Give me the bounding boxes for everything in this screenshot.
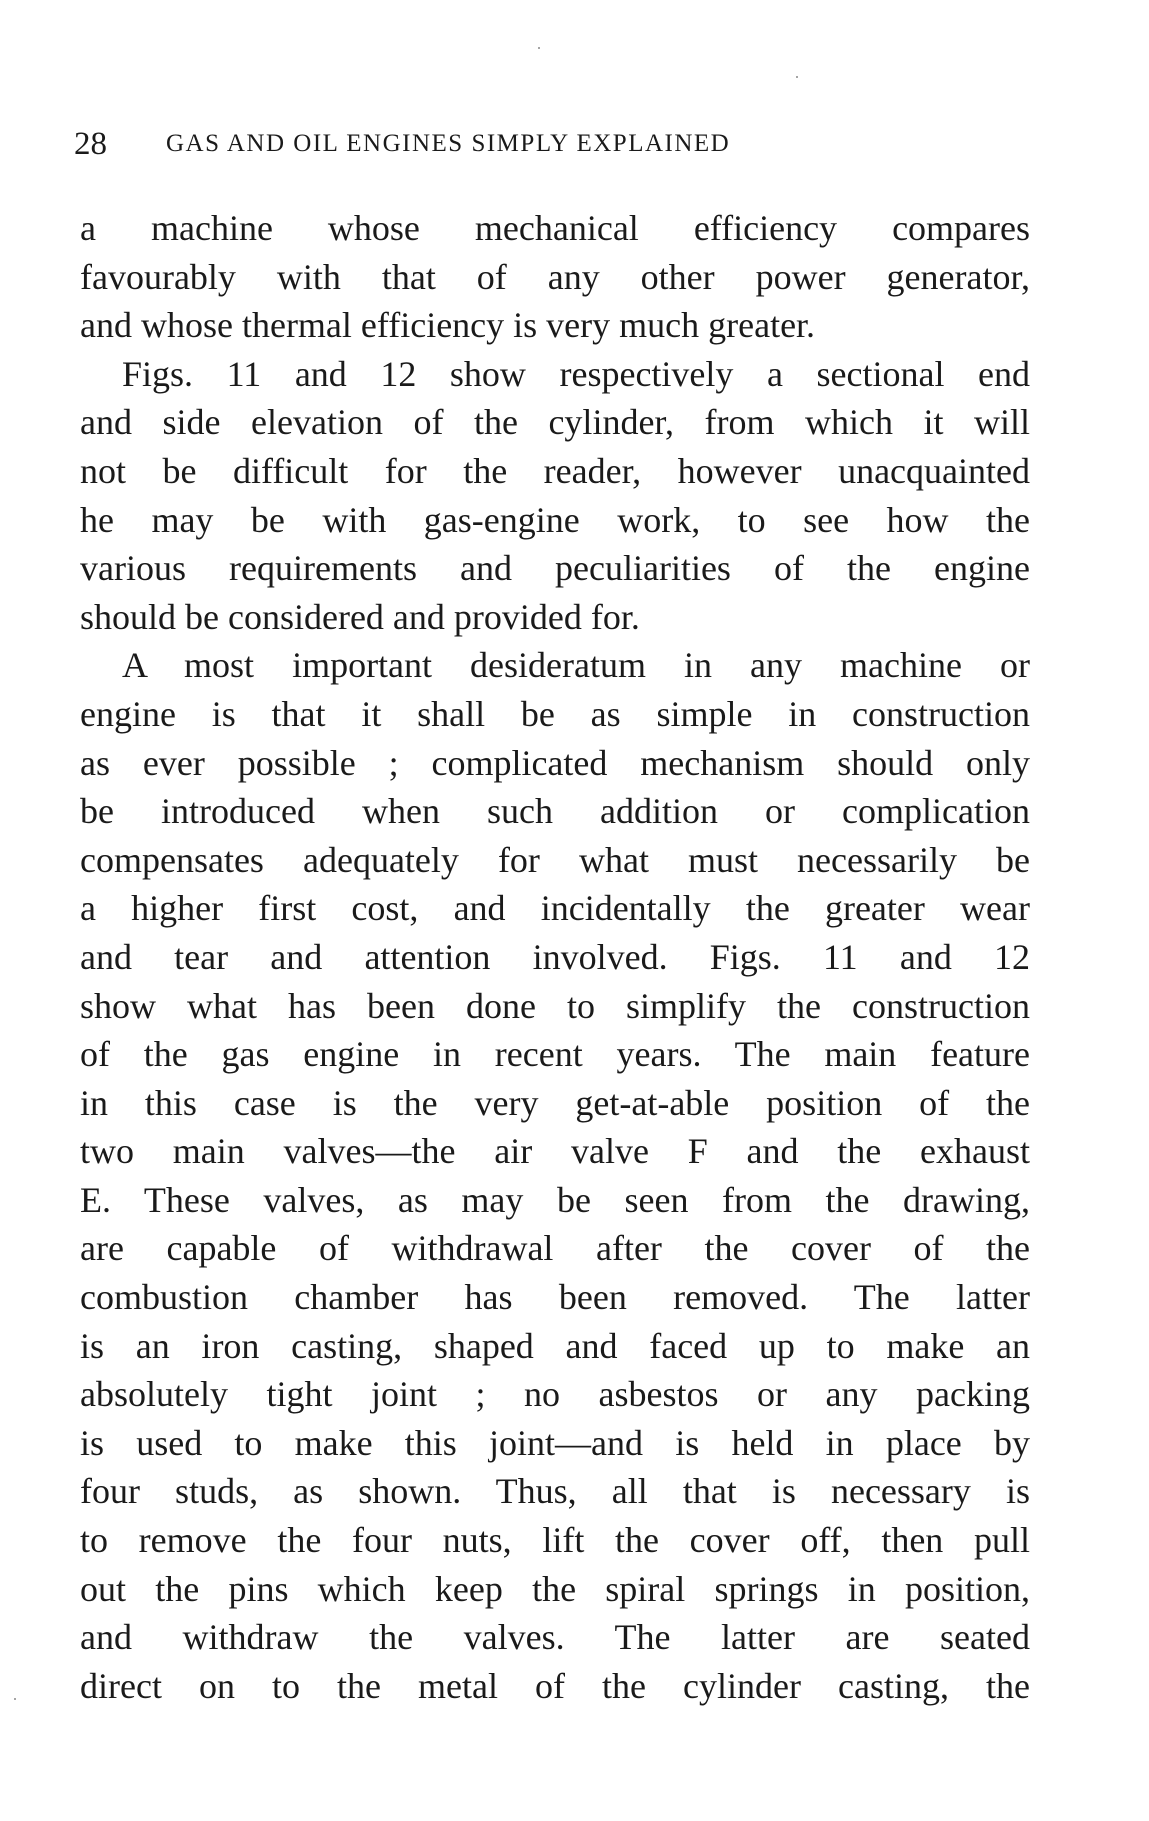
text-line: and side elevation of the cylinder, from which it will	[80, 402, 1030, 443]
text-line: engine is that it shall be as simple in construction	[80, 693, 1030, 734]
text-line: of the gas engine in recent years. The main feature	[80, 1034, 1030, 1075]
text-line: E. These valves, as may be seen from the drawing,	[80, 1179, 1030, 1220]
text-line: should be considered and provided for.	[80, 596, 640, 637]
text-line: and tear and attention involved. Figs. 11 and 12	[80, 936, 1030, 977]
text-line: combustion chamber has been removed. The latter	[80, 1277, 1030, 1318]
text-line: various requirements and peculiarities of the engine	[80, 548, 1030, 589]
text-line: in this case is the very get-at-able position of the	[80, 1082, 1030, 1123]
page-number: 28	[74, 126, 107, 162]
text-line: is an iron casting, shaped and faced up to make an	[80, 1325, 1030, 1366]
running-title: GAS AND OIL ENGINES SIMPLY EXPLAINED	[166, 130, 731, 157]
text-line: favourably with that of any other power generator,	[80, 256, 1030, 297]
text-line: a machine whose mechanical efficiency compares	[80, 208, 1030, 248]
text-line: Figs. 11 and 12 show respectively a sectional end	[122, 353, 1030, 394]
text-line: show what has been done to simplify the construction	[80, 985, 1030, 1026]
body-text	[80, 204, 1030, 1710]
paper-speck	[538, 47, 540, 49]
text-line: four studs, as shown. Thus, all that is necessary is	[80, 1471, 1030, 1512]
paragraph	[80, 204, 1030, 350]
text-line: out the pins which keep the spiral springs in position,	[80, 1568, 1030, 1609]
text-line: two main valves—the air valve F and the exhaust	[80, 1131, 1030, 1172]
text-line: absolutely tight joint ; no asbestos or any packing	[80, 1374, 1030, 1415]
text-line: to remove the four nuts, lift the cover off, then pull	[80, 1520, 1030, 1561]
text-line: a higher first cost, and incidentally the greater wear	[80, 888, 1030, 929]
text-line: are capable of withdrawal after the cover of the	[80, 1228, 1030, 1269]
text-line: is used to make this joint—and is held in place by	[80, 1422, 1030, 1463]
text-line: A most important desideratum in any machine or	[122, 645, 1030, 686]
text-line: and whose thermal efficiency is very much greater.	[80, 305, 816, 346]
paragraph	[80, 641, 1030, 1710]
text-line: not be difficult for the reader, however unacquainted	[80, 450, 1030, 491]
text-line: compensates adequately for what must necessarily be	[80, 839, 1030, 880]
text-line: and withdraw the valves. The latter are seated	[80, 1617, 1030, 1658]
text-line: as ever possible ; complicated mechanism should only	[80, 742, 1030, 783]
running-head	[74, 124, 1034, 164]
paper-speck	[796, 76, 798, 78]
text-line: he may be with gas-engine work, to see how the	[80, 499, 1030, 540]
paragraph	[80, 350, 1030, 642]
text-line: direct on to the metal of the cylinder casting, the	[80, 1665, 1030, 1706]
paper-speck	[14, 1698, 16, 1700]
text-line: be introduced when such addition or complication	[80, 791, 1030, 832]
